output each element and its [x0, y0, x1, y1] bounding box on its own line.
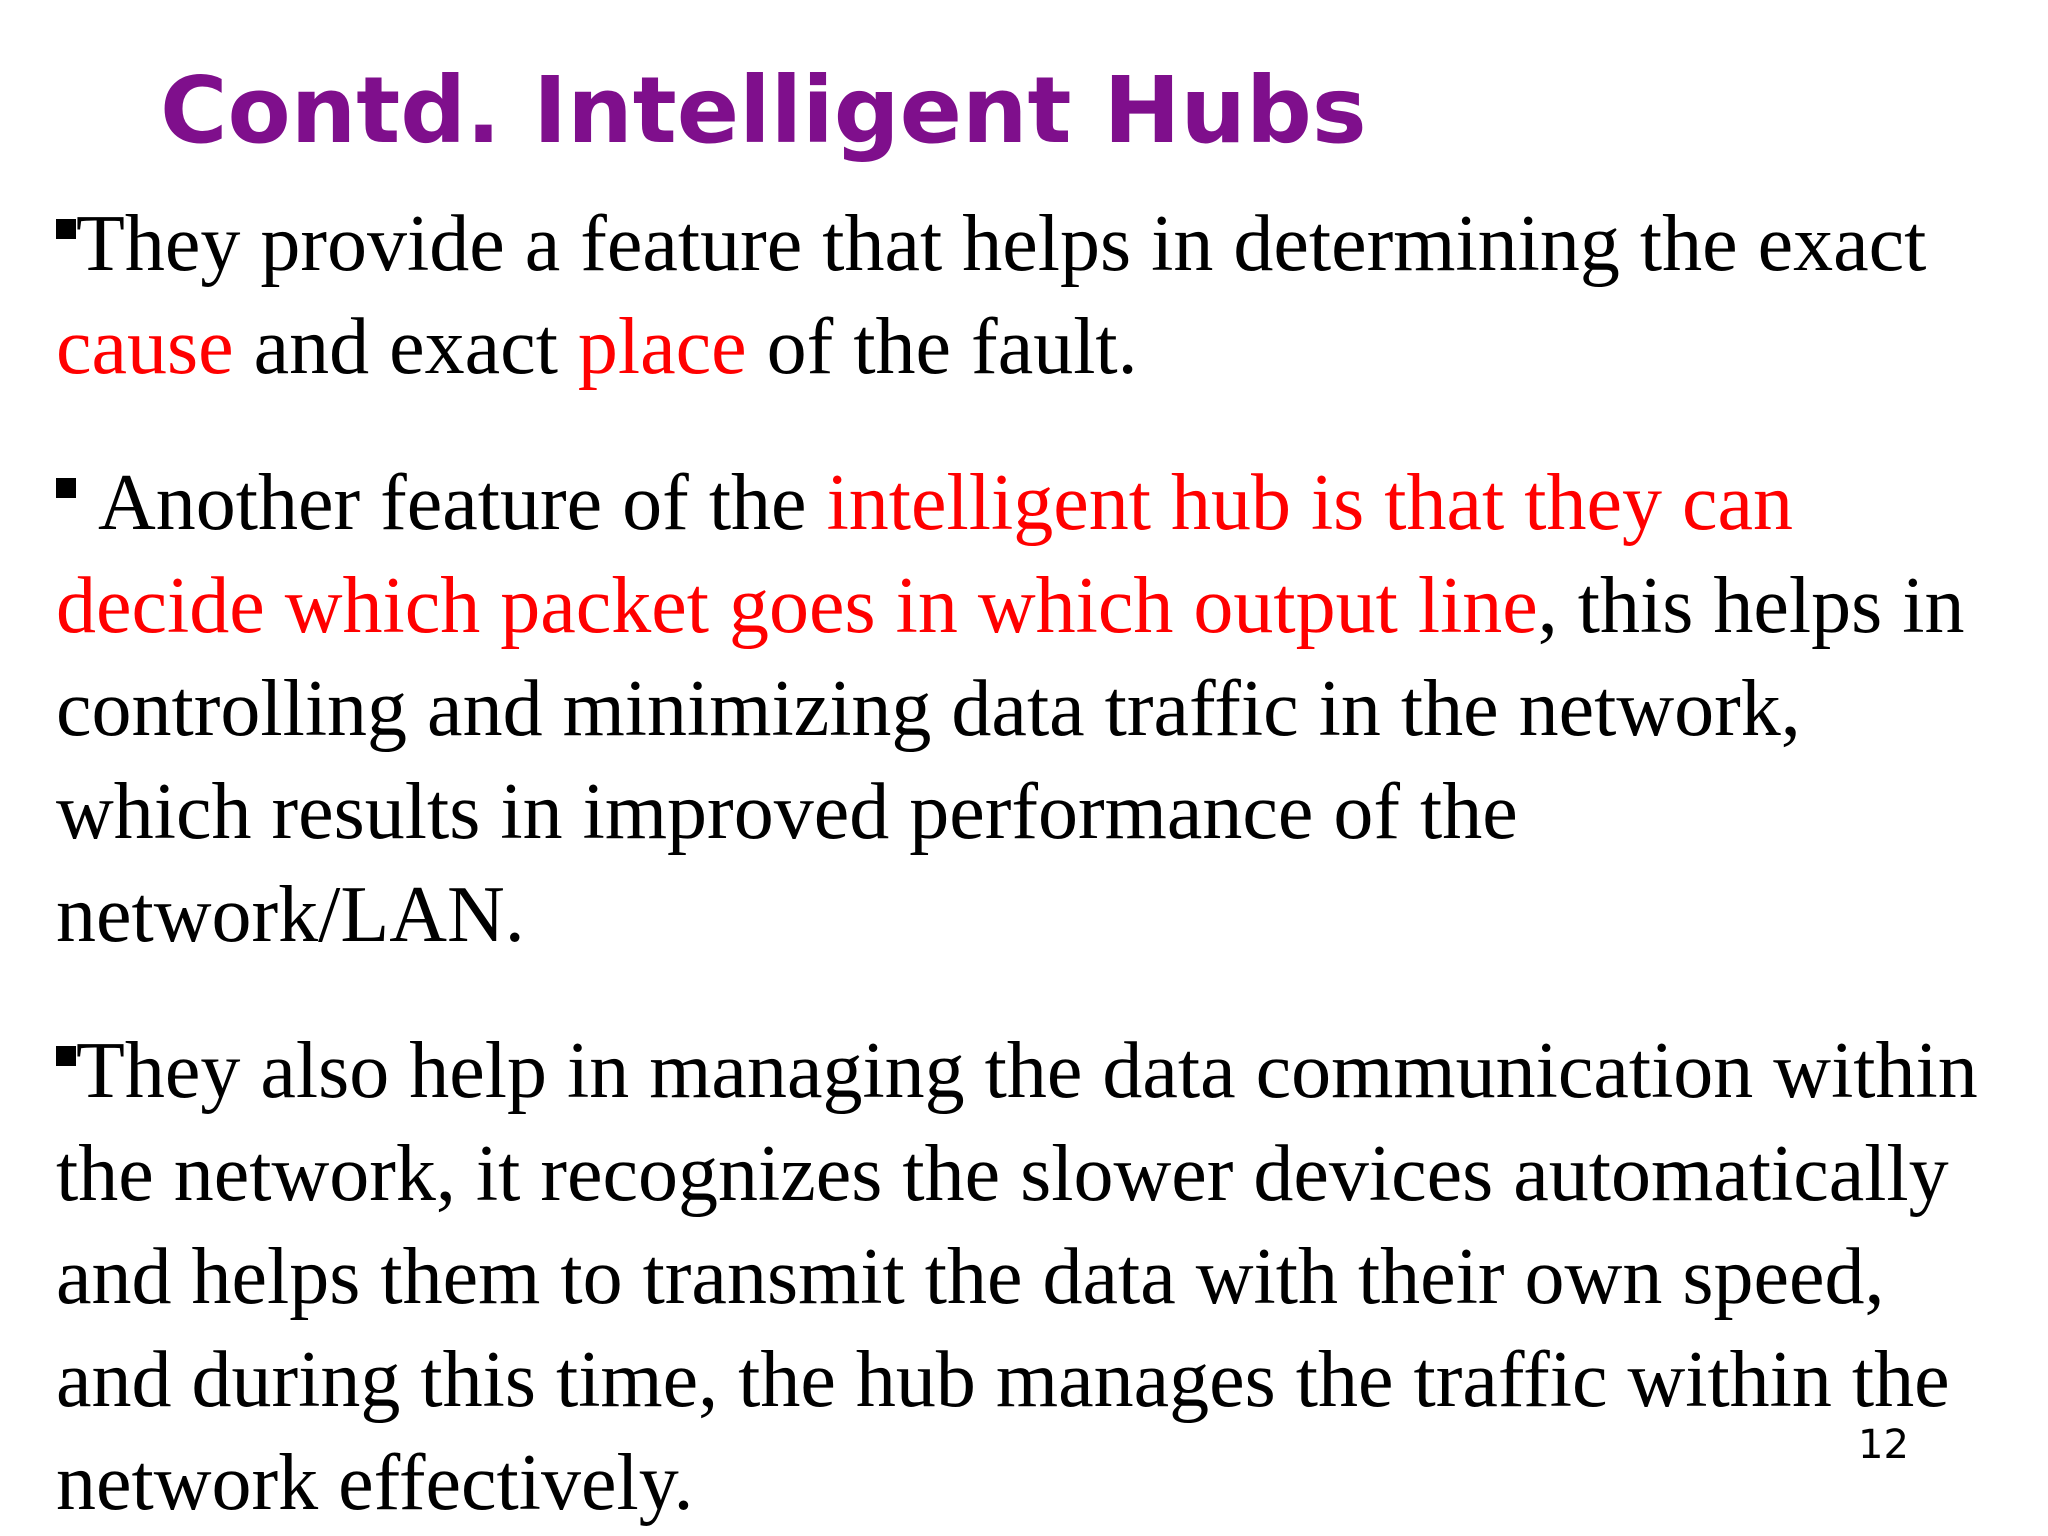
page-number: 12 — [1858, 1422, 1909, 1468]
bullet-point-1 — [56, 193, 1986, 399]
bullet-1-highlight-cause: cause — [56, 303, 234, 391]
square-bullet-icon — [56, 1046, 76, 1066]
bullet-2-text-a: Another feature of the — [98, 459, 827, 547]
bullet-1-highlight-place: place — [577, 303, 747, 391]
bullet-2-highlight: intelligent hub is that they can decide which packet goes in which output line — [56, 459, 1794, 650]
square-bullet-icon — [56, 219, 76, 239]
bullet-point-3 — [56, 1020, 1986, 1535]
bullet-1-text-b: and exact — [233, 303, 578, 391]
bullet-point-2 — [56, 452, 1986, 967]
bullet-2-text-b: , this helps in controlling and minimizing data traffic in the network, which results in improved performance of the network/LAN. — [56, 562, 1965, 959]
slide-title: Contd. Intelligent Hubs — [160, 57, 1367, 164]
bullet-1-text-a: They provide a feature that helps in determining the exact — [76, 200, 1927, 288]
bullet-3-text: They also help in managing the data communication within the network, it recognizes the slower devices automatically and helps them to transmit the data with their own speed, and during this time, the hub manages the traffic within the network effectively. — [56, 1027, 1978, 1527]
bullet-1-text-c: of the fault. — [746, 303, 1138, 391]
square-bullet-icon — [56, 478, 76, 498]
